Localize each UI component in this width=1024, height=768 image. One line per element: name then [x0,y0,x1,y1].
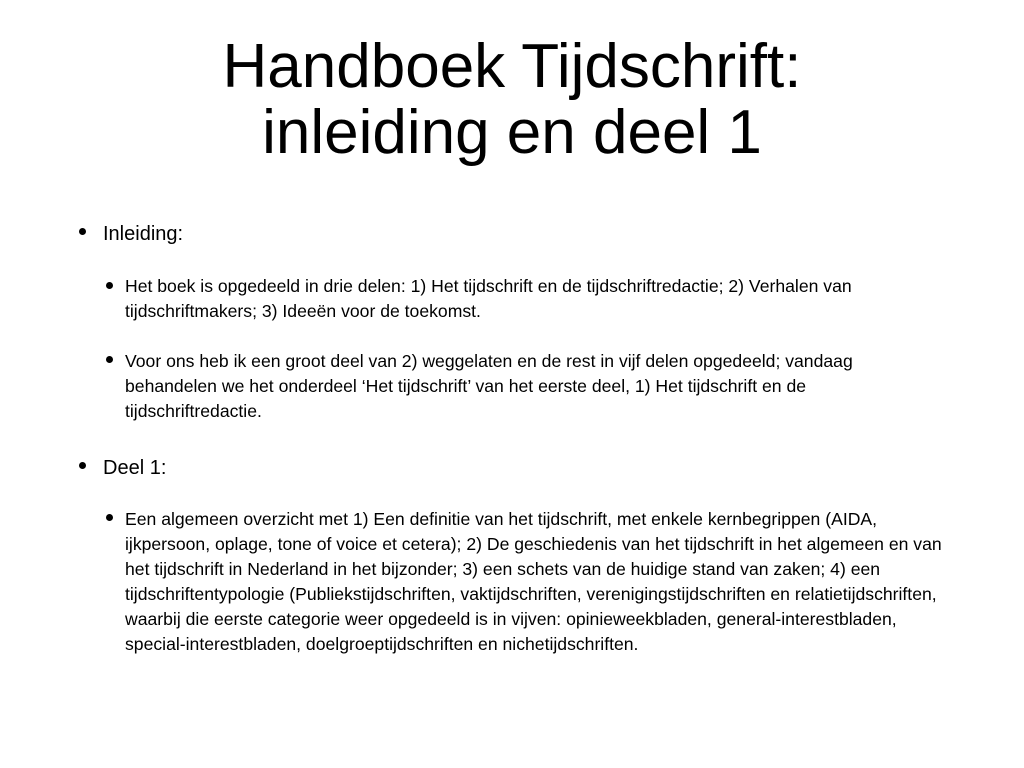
slide-title [0,34,1024,166]
slide-title-line-2: inleiding en deel 1 [262,98,762,167]
bullet-icon [79,228,86,235]
bullet-icon [79,462,86,469]
list-item: Het boek is opgedeeld in drie delen: 1) Het tijdschrift en de tijdschriftredactie; 2) Verhalen van tijdschriftmakers; 3) Ideeën voor de toekomst. [125,276,852,321]
section-heading-inleiding: Inleiding: [103,223,184,245]
section-heading-deel-1: Deel 1: [103,457,167,479]
list-item: Voor ons heb ik een groot deel van 2) weggelaten en de rest in vijf delen opgedeeld; vandaag behandelen we het onderdeel ‘Het tijdschrift’ van het eerste deel, 1) Het tijdschrift en de tijdschriftredactie. [125,351,853,421]
list-item: Een algemeen overzicht met 1) Een definitie van het tijdschrift, met enkele kernbegrippen (AIDA, ijkpersoon, oplage, tone of voice et cetera); 2) De geschiedenis van het tijdschrift in het algemeen en van het tijdschrift in Nederland in het bijzonder; 3) een schets van de huidige stand van zaken; 4) een tijdschriftentypologie (Publiekstijdschriften, vaktijdschriften, verenigingstijdschriften en relatietijdschriften, waarbij die eerste categorie weer opgedeeld is in vijven: opinieweekbladen, general-interestbladen, special-interestbladen, doelgroeptijdschriften en nichetijdschriften. [125,509,942,654]
bullet-icon [106,356,113,363]
slide-title-line-1: Handboek Tijdschrift: [222,32,802,101]
bullet-icon [106,514,113,521]
bullet-icon [106,282,113,289]
